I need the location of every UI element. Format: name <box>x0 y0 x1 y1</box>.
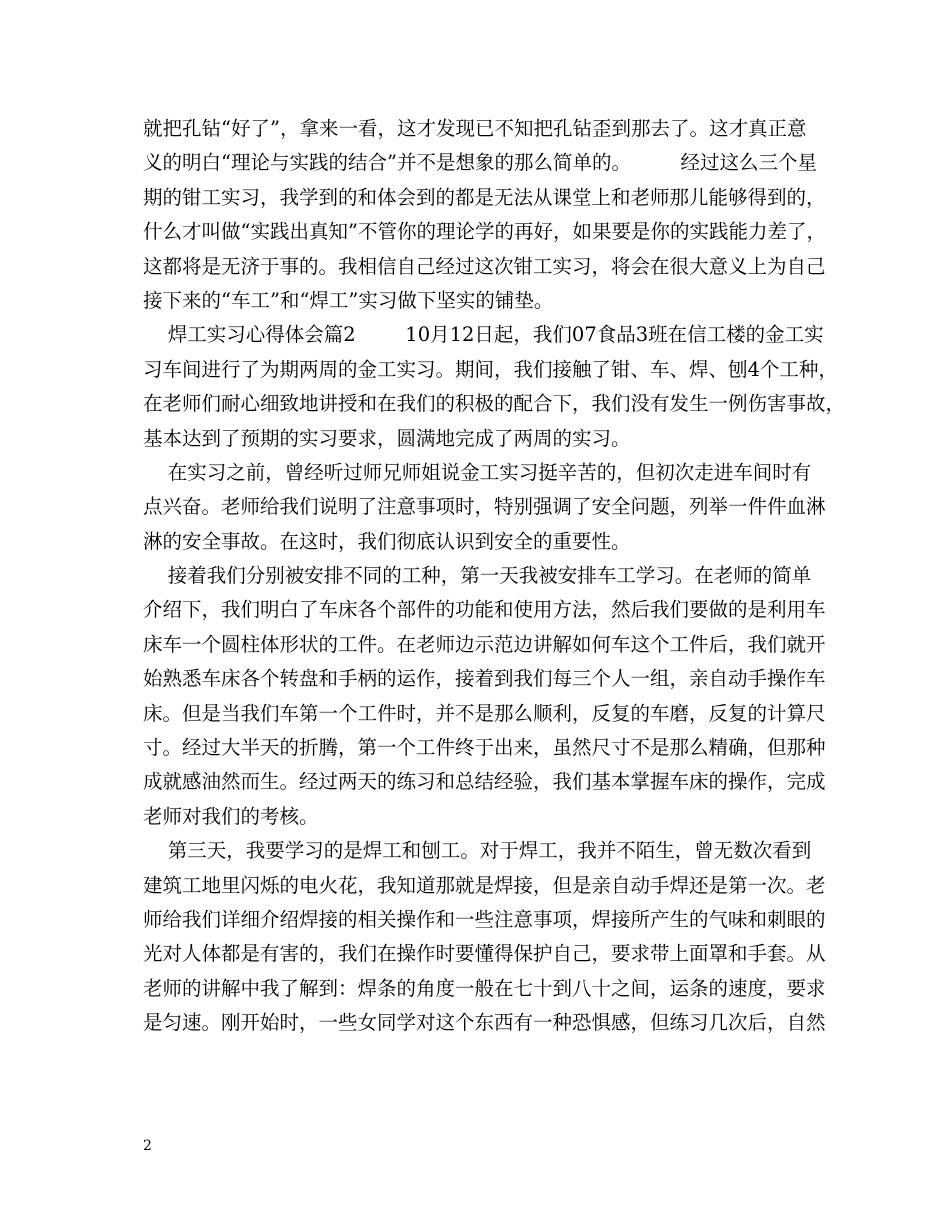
text-line: 接着我们分别被安排不同的工种，第一天我被安排车工学习。在老师的简单 <box>143 564 812 588</box>
text-line: 义的明白“理论与实践的结合”并不是想象的那么简单的。 经过这么三个星 <box>143 151 818 175</box>
text-line: 习车间进行了为期两周的金工实习。期间，我们接触了钳、车、焊、刨4个工种， <box>143 357 838 381</box>
body-text <box>143 112 846 1041</box>
text-line: 接下来的“车工”和“焊工”实习做下坚实的铺垫。 <box>143 288 554 312</box>
text-line: 就把孔钻“好了”，拿来一看，这才发现已不知把孔钻歪到那去了。这才真正意 <box>143 117 807 140</box>
text-line: 期的钳工实习，我学到的和体会到的都是无法从课堂上和老师那儿能够得到的， <box>143 185 826 209</box>
text-line: 介绍下，我们明白了车床各个部件的功能和使用方法，然后我们要做的是利用车 <box>143 598 826 622</box>
text-line: 始熟悉车床各个转盘和手柄的运作，接着到我们每三个人一组，亲自动手操作车 <box>143 667 826 691</box>
text-line: 焊工实习心得体会篇2 10月12日起，我们07食品3班在信工楼的金工实 <box>143 323 824 347</box>
page-number: 2 <box>143 1138 152 1154</box>
text-line: 成就感油然而生。经过两天的练习和总结经验，我们基本掌握车床的操作，完成 <box>143 770 826 794</box>
text-line: 这都将是无济于事的。我相信自己经过这次钳工实习，将会在很大意义上为自己 <box>143 254 826 278</box>
text-line: 老师对我们的考核。 <box>143 804 319 828</box>
text-line: 是匀速。刚开始时，一些女同学对这个东西有一种恐惧感，但练习几次后，自然 <box>143 1011 826 1035</box>
text-line: 在实习之前，曾经听过师兄师姐说金工实习挺辛苦的，但初次走进车间时有 <box>143 460 812 484</box>
text-line: 基本达到了预期的实习要求，圆满地完成了两周的实习。 <box>143 426 631 450</box>
text-line: 寸。经过大半天的折腾，第一个工件终于出来，虽然尺寸不是那么精确，但那种 <box>143 736 826 760</box>
text-line: 第三天，我要学习的是焊工和刨工。对于焊工，我并不陌生，曾无数次看到 <box>143 839 812 863</box>
text-line: 在老师们耐心细致地讲授和在我们的积极的配合下，我们没有发生一例伤害事故， <box>143 392 846 416</box>
text-line: 师给我们详细介绍焊接的相关操作和一些注意事项，焊接所产生的气味和刺眼的 <box>143 907 826 931</box>
text-line: 床车一个圆柱体形状的工件。在老师边示范边讲解如何车这个工件后，我们就开 <box>143 632 826 656</box>
text-line: 光对人体都是有害的，我们在操作时要懂得保护自己，要求带上面罩和手套。从 <box>143 942 826 966</box>
text-line: 什么才叫做“实践出真知”不管你的理论学的再好，如果要是你的实践能力差了， <box>143 220 826 244</box>
text-line: 点兴奋。老师给我们说明了注意事项时，特别强调了安全问题，列举一件件血淋 <box>143 495 826 519</box>
text-line: 建筑工地里闪烁的电火花，我知道那就是焊接，但是亲自动手焊还是第一次。老 <box>143 873 826 897</box>
text-line: 床。但是当我们车第一个工件时，并不是那么顺利，反复的车磨，反复的计算尺 <box>143 701 826 725</box>
text-line: 老师的讲解中我了解到：焊条的角度一般在七十到八十之间，运条的速度，要求 <box>143 976 826 1000</box>
text-line: 淋的安全事故。在这时，我们彻底认识到安全的重要性。 <box>143 529 631 553</box>
